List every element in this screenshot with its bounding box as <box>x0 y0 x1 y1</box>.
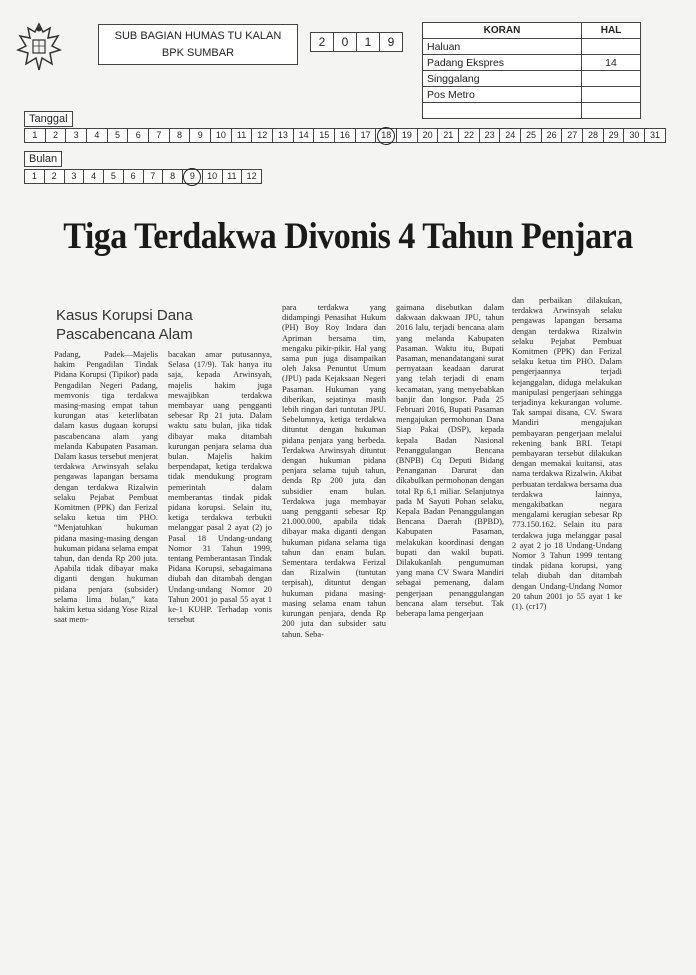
tanggal-day-cell: 13 <box>273 129 294 142</box>
tanggal-day-cell: 20 <box>418 129 439 142</box>
garuda-emblem-icon <box>12 20 66 74</box>
table-row <box>423 55 641 71</box>
tanggal-day-cell: 25 <box>521 129 542 142</box>
bulan-month-cell: 8 <box>163 170 183 183</box>
tanggal-day-cell: 29 <box>604 129 625 142</box>
tanggal-day-cell: 11 <box>232 129 253 142</box>
bulan-month-cell: 5 <box>104 170 124 183</box>
newspaper-name: Pos Metro <box>423 87 582 103</box>
bulan-month-cell: 2 <box>45 170 65 183</box>
table-row <box>423 87 641 103</box>
article-headline: Tiga Terdakwa Divonis 4 Tahun Penjara <box>63 216 633 257</box>
newspaper-name: Padang Ekspres <box>423 55 582 71</box>
newspaper-page <box>582 39 641 55</box>
bulan-month-cell: 12 <box>246 171 257 181</box>
bulan-label: Bulan <box>24 151 62 167</box>
tanggal-day-cell: 7 <box>149 129 170 142</box>
year-digit: 9 <box>387 35 395 49</box>
tanggal-day-cell: 27 <box>562 129 583 142</box>
newspaper-page: 14 <box>582 55 641 71</box>
year-digit: 0 <box>334 33 357 51</box>
tanggal-day-cell: 24 <box>500 129 521 142</box>
tanggal-day-cell: 26 <box>542 129 563 142</box>
office-line1: SUB BAGIAN HUMAS TU KALAN <box>114 30 282 42</box>
page-header: HAL <box>582 23 641 39</box>
article-column-1: Padang, Padek—Majelis hakim Pengadilan Tindak Pidana Korupsi (Tipikor) pada Pengadilan Negeri Padang, memvonis tiga terdakwa masing-masing empat tahun kurungan atas keterlibatan dalam kasus dugaan korupsi pascabencana alam yang melanda Kabupaten Pasaman. Dalam kasus tersebut menjerat terdakwa Arwinsyah selaku pengawas lapangan bersama dengan terdakwa Rizalwin selaku Pejabat Pembuat Komitmen (PPK) dan Ferizal selaku ketua tim PHO. “Menjatuhkan hukuman pidana masing-masing dengan hukuman pidana selama empat tahun, dan denda Rp 200 juta. Apabila tidak dibayar maka diganti dengan hukuman pidana penjara (subsider) selama lima bulan,” kata hakim ketua sidang Yose Rizal saat mem- <box>54 350 158 625</box>
table-row <box>423 71 641 87</box>
year-digit: 1 <box>357 33 380 51</box>
year-digit: 2 <box>311 33 334 51</box>
newspaper-page <box>582 103 641 119</box>
tanggal-day-cell: 4 <box>87 129 108 142</box>
tanggal-day-cell: 1 <box>25 129 46 142</box>
tanggal-day-cell: 28 <box>583 129 604 142</box>
office-line2: BPK SUMBAR <box>161 47 235 59</box>
tanggal-day-cell: 22 <box>459 129 480 142</box>
bulan-month-cell: 4 <box>84 170 104 183</box>
tanggal-grid <box>24 128 666 143</box>
newspaper-page <box>582 87 641 103</box>
tanggal-day-cell: 16 <box>335 129 356 142</box>
table-row <box>423 103 641 119</box>
newspaper-page <box>582 71 641 87</box>
tanggal-label: Tanggal <box>24 111 73 127</box>
tanggal-day-cell: 6 <box>128 129 149 142</box>
article-column-5: dan perbaikan dilakukan, terdakwa Arwinsyah selaku pengawas lapangan bersama dengan terdakwa Rizalwin selaku Pejabat Pembuat Komitmen (PPK) dan Ferizal selaku ketua tim PHO. Dalam pengerjaannya terjadi kejanggalan, diduga melakukan manipulasi pengerjaan sehingga terjadinya kekurangan volume. Tak sampai disana, CV. Swara Mandiri mengajukan pembayaran pengerjaan melalui rekening bank BRI. Tetapi pembayaran tersebut dilakukan dengan memakai kuitansi, atas nama terdakwa Rizalwin. Akibat perbuatan terdakwa bersama dua terdakwa lainnya, mengakibatkan negara mengalami kerugian sebesar Rp 773.150.162. Selain itu para terdakwa juga melanggar pasal 2 ayat 2 jo 18 Undang-Undang Nomor 3 Tahun 1999 tentang tindak pidana korupsi, yang telah diubah dan ditambah dengan Undang-Undang Nomor 20 tahun 2001 jo 55 ayat 1 ke (1). (cr17) <box>512 296 622 612</box>
newspaper-table <box>422 22 641 119</box>
table-header-row <box>423 23 641 39</box>
newspaper-name: Haluan <box>423 39 582 55</box>
article-column-3: para terdakwa yang didampingi Penasihat Hukum (PH) Boy Roy Indara dan Apriman bersama tim, mengaku pikir-pikir. Hal yang sama pun juga disampaikan oleh Jaksa Penuntut Umum (JPU) pada Kejaksaan Negeri Pasaman. Hukuman yang diberikan, sejatinya masih lebih ringan dari tuntutan JPU. Sebelumnya, ketiga terdakwa dituntut dengan hukuman pidana penjara yang berbeda. Terdakwa Arwinsyah dituntut dengan hukuman pidana penjara selama tujuh tahun, denda Rp 200 juta dan subsidier enam bulan. Terdakwa juga membayar uang pengganti sebesar Rp 21.000.000, apabila tidak dibayar maka diganti dengan hukuman pidana selama tiga tahun dan enam bulan. Sementara terdakwa Ferizal dan Rizalwin (tuntutan terpisah), dituntut dengan hukuman pidana masing-masing selama enam tahun kurungan penjara, denda Rp 200 juta dan subsider satu tahun. Seba- <box>282 303 386 639</box>
bulan-month-cell: 7 <box>144 170 164 183</box>
newspaper-name: Singgalang <box>423 71 582 87</box>
tanggal-day-cell: 15 <box>314 129 335 142</box>
tanggal-day-cell: 14 <box>294 129 315 142</box>
tanggal-day-cell: 23 <box>480 129 501 142</box>
tanggal-day-cell: 3 <box>66 129 87 142</box>
tanggal-day-cell: 5 <box>108 129 129 142</box>
bulan-month-cell: 10 <box>203 170 223 183</box>
tanggal-day-cell: 30 <box>624 129 645 142</box>
article-subhead: Kasus Korupsi Dana Pascabencana Alam <box>56 307 193 343</box>
tanggal-day-cell: 31 <box>649 130 660 140</box>
bulan-month-cell: 11 <box>223 170 243 183</box>
year-box <box>310 32 403 52</box>
tanggal-day-cell: 10 <box>211 129 232 142</box>
tanggal-day-cell: 21 <box>438 129 459 142</box>
bulan-month-cell: 1 <box>25 170 45 183</box>
tanggal-day-cell: 8 <box>170 129 191 142</box>
bulan-month-cell: 3 <box>65 170 85 183</box>
tanggal-day-cell: 18 <box>376 129 397 142</box>
newspaper-name <box>423 103 582 119</box>
bulan-month-cell: 9 <box>183 170 203 183</box>
bulan-month-cell: 6 <box>124 170 144 183</box>
tanggal-day-cell: 9 <box>190 129 211 142</box>
newspaper-header: KORAN <box>423 23 582 39</box>
table-row <box>423 39 641 55</box>
office-label-box <box>98 24 298 65</box>
tanggal-day-cell: 12 <box>252 129 273 142</box>
tanggal-day-cell: 2 <box>46 129 67 142</box>
tanggal-day-cell: 17 <box>356 129 377 142</box>
tanggal-day-cell: 19 <box>397 129 418 142</box>
bulan-grid <box>24 169 262 184</box>
article-column-2: bacakan amar putusannya, Selasa (17/9). Tak hanya itu saja, kepada Arwinsyah, majelis hakim juga mewajibkan terdakwa membayar uang pengganti sebesar Rp 21 juta. Dalam waktu satu bulan, jika tidak dibayar maka ditambah kurungan penjara selama dua bulan. Majelis hakim berpendapat, ketiga terdakwa tidak mendukung program pemerintah dalam memberantas tindak pidak pidana korupsi. Selain itu, ketiga terdakwa terbukti melanggar pasal 2 ayat (2) jo Pasal 18 Undang-undang Nomor 31 Tahun 1999, tentang Pemberantasan Tindak Pidana Korupsi, sebagaimana diubah dan ditambah dengan Undang-undang Nomor 20 Tahun 2001 jo pasal 55 ayat 1 ke-1 KUHP. Terhadap vonis tersebut <box>168 350 272 625</box>
article-column-4: gaimana disebutkan dalam dakwaan dakwaan JPU, tahun 2016 lalu, terjadi bencana alam yang melanda Kabupaten Pasaman. Waktu itu, Bupati Pasaman, menandatangani surat pernyataan keadaan darurat yang telah terjadi di enam kecamatan, yang menyebabkan banjir dan longsor. Pada 25 Februari 2016, Bupati Pasaman mengajukan permohonan Dana Siap Pakai (DSP), kepada kepala Badan Nasional Penanggulangan Bencana (BNPB) Cq Deputi Bidang Penanganan Darurat dan dikabulkan permohonan dengan total Rp 6,1 miliar. Selanjutnya pada M Sayuti Pohan selaku, Kepala Badan Penanggulangan Bencana Daerah (BPBD), Kabupaten Pasaman, melakukan koordinasi dengan bupati dan wakil bupati. Dilakukanlah pengumuman yang mana CV Swara Mandiri sebagai pemenang, dalam pengerjaan penanggulangan bencana alam tersebut. Tak beberapa lama pengerjaan <box>396 303 504 619</box>
